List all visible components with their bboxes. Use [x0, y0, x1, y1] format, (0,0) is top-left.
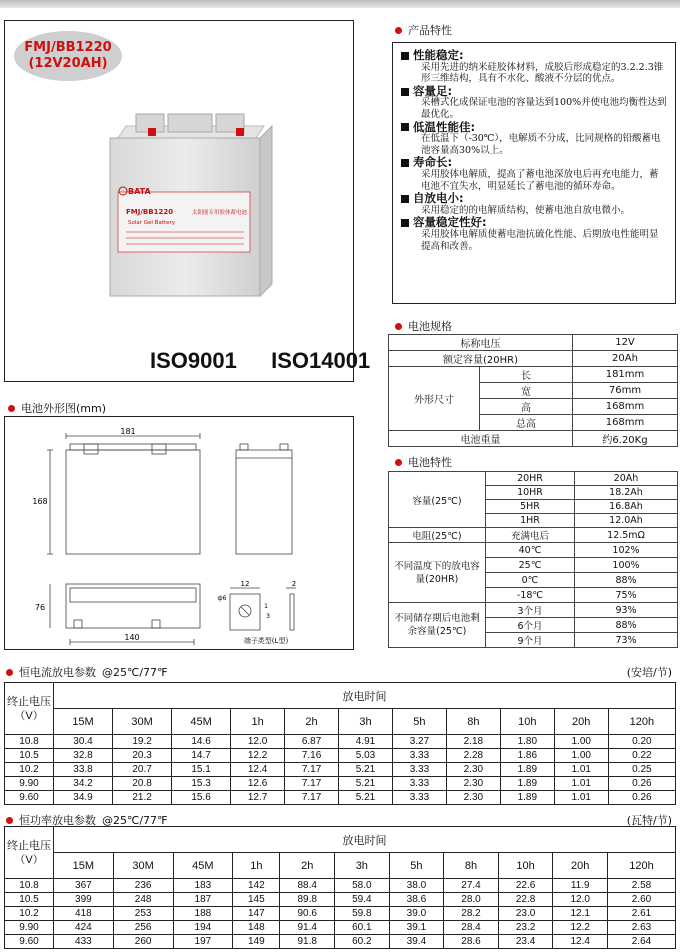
value-cell: 22.6 [498, 879, 553, 893]
value-cell: 3.27 [392, 735, 446, 749]
power-table [4, 826, 676, 949]
table-row: 终止电压（V） 放电时间 [5, 683, 676, 709]
table-row: 6个月 88% [389, 618, 678, 633]
dim-length: 181 [120, 427, 136, 436]
value-cell: 15.3 [172, 777, 231, 791]
square-bullet-icon [401, 219, 409, 227]
power-unit: (瓦特/节) [626, 814, 672, 827]
dimension-title: 电池外形图(mm) [8, 400, 106, 416]
value-cell: 367 [54, 879, 114, 893]
square-bullet-icon [401, 88, 409, 96]
table-row: 不同储存期后电池剩余容量(25℃) 3个月 93% [389, 603, 678, 618]
feature-item: 寿命长: 采用胶体电解质，提高了蓄电池深放电后再充电能力，蓄电池不宜失水，明显延长了蓄电池的循环寿命。 [401, 157, 667, 192]
table-row: 15M 30M 45M 1h 2h 3h 5h 8h 10h 20h 120h [5, 853, 676, 879]
value-cell: 149 [233, 935, 280, 949]
value-cell: 1.00 [554, 735, 608, 749]
value-cell: 0.20 [608, 735, 675, 749]
value-cell: 1.86 [500, 749, 554, 763]
value-cell: 2.18 [446, 735, 500, 749]
value-cell: 39.0 [389, 907, 444, 921]
value-cell: 90.6 [280, 907, 335, 921]
dim-width: 76 [34, 603, 46, 612]
value-cell: 3.33 [392, 777, 446, 791]
voltage-cell: 10.5 [5, 893, 54, 907]
value-cell: 59.8 [335, 907, 390, 921]
character-title: 电池特性 [395, 454, 452, 470]
value-cell: 1.00 [554, 749, 608, 763]
voltage-cell: 10.8 [5, 735, 54, 749]
table-row: 15M 30M 45M 1h 2h 3h 5h 8h 10h 20h 120h [5, 709, 676, 735]
value-cell: 2.30 [446, 777, 500, 791]
table-row: 25℃ 100% [389, 558, 678, 573]
value-cell: 60.1 [335, 921, 390, 935]
dim-terminal-3: 3 [266, 613, 270, 620]
top-bar [0, 0, 680, 8]
value-cell: 14.6 [172, 735, 231, 749]
value-cell: 11.9 [553, 879, 608, 893]
battery-brand: BATA [128, 187, 151, 196]
value-cell: 59.4 [335, 893, 390, 907]
value-cell: 7.17 [285, 763, 339, 777]
feature-item: 自放电小: 采用稳定的的电解质结构，使蓄电池自放电微小。 [401, 193, 667, 216]
spec-table [388, 334, 678, 447]
value-cell: 2.58 [607, 879, 675, 893]
value-cell: 12.2 [231, 749, 285, 763]
voltage-cell: 9.60 [5, 935, 54, 949]
value-cell: 188 [173, 907, 233, 921]
value-cell: 30.4 [54, 735, 113, 749]
value-cell: 12.4 [231, 763, 285, 777]
dim-terminal-2: 2 [291, 580, 297, 588]
square-bullet-icon [401, 123, 409, 131]
value-cell: 38.0 [389, 879, 444, 893]
value-cell: 27.4 [444, 879, 499, 893]
voltage-cell: 10.2 [5, 763, 54, 777]
value-cell: 12.0 [553, 893, 608, 907]
table-row [5, 791, 676, 805]
value-cell: 260 [113, 935, 173, 949]
character-table [388, 471, 678, 648]
value-cell: 19.2 [113, 735, 172, 749]
value-cell: 1.89 [500, 777, 554, 791]
dim-terminal-1: 1 [264, 603, 268, 610]
value-cell: 32.8 [54, 749, 113, 763]
value-cell: 12.6 [231, 777, 285, 791]
value-cell: 12.4 [553, 935, 608, 949]
value-cell: 6.87 [285, 735, 339, 749]
model-line2: (12V20AH) [28, 56, 108, 71]
features-title: 产品特性 [395, 22, 452, 38]
value-cell: 12.7 [231, 791, 285, 805]
table-row: 容量(25℃) 20HR 20Ah [389, 472, 678, 486]
model-badge [14, 31, 122, 81]
value-cell: 3.33 [392, 763, 446, 777]
table-row: 不同温度下的放电容量(20HR) 40℃ 102% [389, 543, 678, 558]
table-row: 高 168mm [389, 399, 678, 415]
battery-label-type: Solar Gel Battery [128, 220, 176, 226]
value-cell: 1.80 [500, 735, 554, 749]
value-cell: 39.1 [389, 921, 444, 935]
table-row [5, 735, 676, 749]
value-cell: 34.2 [54, 777, 113, 791]
value-cell: 91.4 [280, 921, 335, 935]
value-cell: 433 [54, 935, 114, 949]
current-title: 恒电流放电参数 @25℃/77℉ [6, 664, 168, 680]
dim-terminal-12: 12 [240, 580, 250, 588]
table-row [5, 935, 676, 949]
table-row [5, 879, 676, 893]
power-table-body [5, 879, 676, 949]
table-row [5, 893, 676, 907]
voltage-cell: 9.60 [5, 791, 54, 805]
dimension-drawing [4, 416, 354, 650]
iso14001: ISO14001 [271, 348, 371, 373]
value-cell: 12.0 [231, 735, 285, 749]
value-cell: 28.4 [444, 921, 499, 935]
value-cell: 91.8 [280, 935, 335, 949]
value-cell: 14.7 [172, 749, 231, 763]
table-row: 外形尺寸 长 181mm [389, 367, 678, 383]
value-cell: 3.33 [392, 749, 446, 763]
value-cell: 60.2 [335, 935, 390, 949]
iso9001: ISO9001 [150, 348, 237, 373]
value-cell: 12.2 [553, 921, 608, 935]
power-title: 恒功率放电参数 @25℃/77℉ [6, 812, 168, 828]
value-cell: 236 [113, 879, 173, 893]
dim-terminal-width: 140 [124, 633, 140, 642]
square-bullet-icon [401, 195, 409, 203]
value-cell: 1.89 [500, 791, 554, 805]
dim-terminal-hole: ф6 [217, 595, 227, 602]
bullet-dot-icon [395, 459, 402, 466]
value-cell: 418 [54, 907, 114, 921]
bullet-dot-icon [6, 817, 13, 824]
value-cell: 2.64 [607, 935, 675, 949]
table-row: 标称电压 12V [389, 335, 678, 351]
voltage-cell: 9.90 [5, 921, 54, 935]
value-cell: 145 [233, 893, 280, 907]
table-row [5, 777, 676, 791]
table-row: 9个月 73% [389, 633, 678, 648]
value-cell: 1.01 [554, 763, 608, 777]
bullet-dot-icon [395, 323, 402, 330]
value-cell: 28.0 [444, 893, 499, 907]
table-row: -18℃ 75% [389, 588, 678, 603]
table-row: 10HR 18.2Ah [389, 486, 678, 500]
value-cell: 20.3 [113, 749, 172, 763]
value-cell: 89.8 [280, 893, 335, 907]
value-cell: 2.30 [446, 763, 500, 777]
value-cell: 248 [113, 893, 173, 907]
battery-image [96, 100, 276, 305]
value-cell: 147 [233, 907, 280, 921]
value-cell: 28.6 [444, 935, 499, 949]
table-row: 额定容量(20HR) 20Ah [389, 351, 678, 367]
value-cell: 34.9 [54, 791, 113, 805]
current-table-body [5, 735, 676, 805]
features-box [392, 42, 676, 304]
value-cell: 1.01 [554, 791, 608, 805]
battery-label-cn: 太阳能专用胶体蓄电池 [192, 210, 248, 216]
value-cell: 58.0 [335, 879, 390, 893]
value-cell: 5.21 [339, 791, 393, 805]
value-cell: 0.26 [608, 791, 675, 805]
value-cell: 5.03 [339, 749, 393, 763]
value-cell: 2.30 [446, 791, 500, 805]
value-cell: 7.16 [285, 749, 339, 763]
feature-item: 低温性能佳: 在低温下（-30℃），电解质不分成，比同规格的铅酸蓄电池容量高30%以上。 [401, 122, 667, 157]
value-cell: 194 [173, 921, 233, 935]
table-row [5, 749, 676, 763]
value-cell: 38.6 [389, 893, 444, 907]
value-cell: 399 [54, 893, 114, 907]
value-cell: 0.26 [608, 777, 675, 791]
value-cell: 1.01 [554, 777, 608, 791]
feature-item: 性能稳定: 采用先进的纳米硅胶体材料，成胶后形成稳定的3.2.2.3锥形三维结构，具有不水化、酸液不分层的优点。 [401, 50, 667, 85]
table-row: 0℃ 88% [389, 573, 678, 588]
value-cell: 21.2 [113, 791, 172, 805]
battery-label-model: FMJ/BB1220 [126, 208, 174, 216]
table-row: 终止电压（V） 放电时间 [5, 827, 676, 853]
voltage-cell: 10.8 [5, 879, 54, 893]
voltage-cell: 10.2 [5, 907, 54, 921]
table-row: 宽 76mm [389, 383, 678, 399]
value-cell: 253 [113, 907, 173, 921]
value-cell: 23.0 [498, 907, 553, 921]
value-cell: 1.89 [500, 763, 554, 777]
value-cell: 23.2 [498, 921, 553, 935]
table-row [5, 763, 676, 777]
value-cell: 22.8 [498, 893, 553, 907]
value-cell: 256 [113, 921, 173, 935]
value-cell: 2.28 [446, 749, 500, 763]
value-cell: 2.63 [607, 921, 675, 935]
value-cell: 197 [173, 935, 233, 949]
table-row: 1HR 12.0Ah [389, 514, 678, 528]
feature-item: 容量足: 采槽式化成保证电池的容量达到100%并使电池均衡性达到最优化。 [401, 86, 667, 121]
value-cell: 28.2 [444, 907, 499, 921]
table-row: 5HR 16.8Ah [389, 500, 678, 514]
terminal-caption: 端子类型(L型) [243, 637, 289, 645]
bullet-dot-icon [395, 27, 402, 34]
value-cell: 12.1 [553, 907, 608, 921]
value-cell: 2.61 [607, 907, 675, 921]
value-cell: 148 [233, 921, 280, 935]
value-cell: 2.60 [607, 893, 675, 907]
value-cell: 183 [173, 879, 233, 893]
value-cell: 5.21 [339, 763, 393, 777]
value-cell: 4.91 [339, 735, 393, 749]
table-row: 总高 168mm [389, 415, 678, 431]
feature-item: 容量稳定性好: 采用胶体电解质使蓄电池抗硫化性能、后期放电性能明显提高和改善。 [401, 217, 667, 252]
spec-title: 电池规格 [395, 318, 452, 334]
value-cell: 3.33 [392, 791, 446, 805]
iso-certifications [150, 348, 370, 374]
value-cell: 23.4 [498, 935, 553, 949]
value-cell: 0.22 [608, 749, 675, 763]
voltage-cell: 10.5 [5, 749, 54, 763]
square-bullet-icon [401, 52, 409, 60]
value-cell: 142 [233, 879, 280, 893]
voltage-cell: 9.90 [5, 777, 54, 791]
value-cell: 7.17 [285, 777, 339, 791]
value-cell: 33.8 [54, 763, 113, 777]
value-cell: 39.4 [389, 935, 444, 949]
current-table [4, 682, 676, 805]
value-cell: 7.17 [285, 791, 339, 805]
value-cell: 5.21 [339, 777, 393, 791]
square-bullet-icon [401, 159, 409, 167]
table-row: 电阻(25℃) 充满电后 12.5mΩ [389, 528, 678, 543]
value-cell: 20.8 [113, 777, 172, 791]
current-unit: (安培/节) [626, 666, 672, 679]
dim-height: 168 [32, 497, 48, 506]
table-row [5, 907, 676, 921]
value-cell: 187 [173, 893, 233, 907]
value-cell: 424 [54, 921, 114, 935]
value-cell: 15.6 [172, 791, 231, 805]
bullet-dot-icon [8, 405, 15, 412]
bullet-dot-icon [6, 669, 13, 676]
table-row: 电池重量 约6.20Kg [389, 431, 678, 447]
value-cell: 15.1 [172, 763, 231, 777]
value-cell: 0.25 [608, 763, 675, 777]
table-row [5, 921, 676, 935]
model-line1: FMJ/BB1220 [24, 40, 112, 55]
value-cell: 20.7 [113, 763, 172, 777]
value-cell: 88.4 [280, 879, 335, 893]
